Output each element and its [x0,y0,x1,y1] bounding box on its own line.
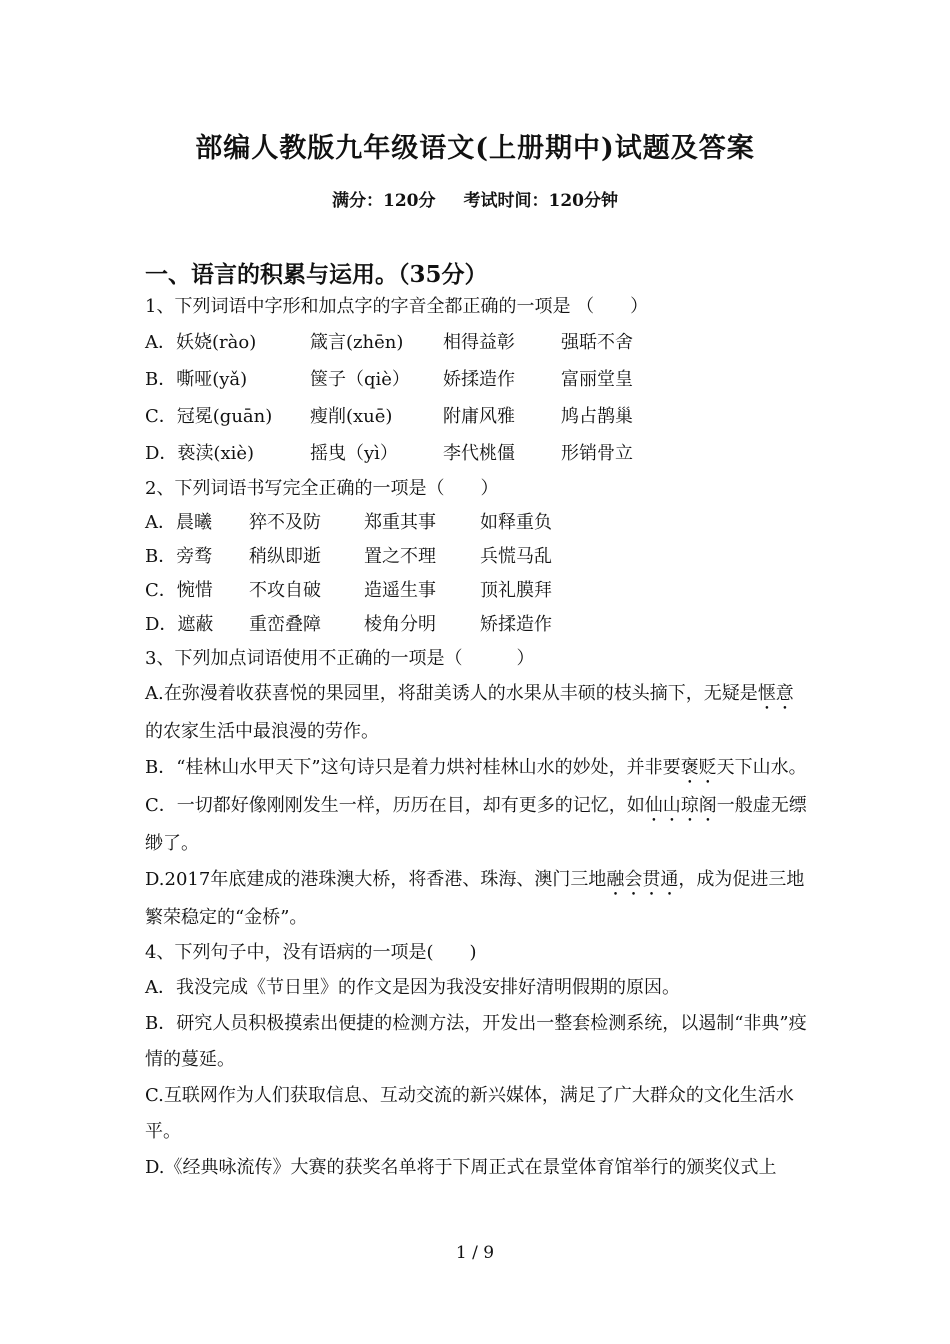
option-word: B．旁骛 [145,546,213,567]
full-score: 满分：120分 [332,191,436,211]
option-word: 瘦削(xuē) [310,406,393,427]
exam-info [0,186,950,211]
document-title: 部编人教版九年级语文(上册期中)试题及答案 [195,133,755,164]
question-1-option-d [145,435,810,472]
option-word: D．亵渎(xiè) [145,443,255,464]
option-word: 鸠占鹊巢 [561,406,633,427]
question-4-stem: 4、下列句子中，没有语病的一项是( ) [145,942,477,963]
option-word: 箴言(zhēn) [310,332,404,353]
option-text: A.在弥漫着收获喜悦的果园里，将甜美诱人的水果从丰硕的枝头摘下，无疑是 [145,683,758,704]
question-3-option-b [145,750,810,788]
question-3-option-c [145,788,810,862]
question-2-option-a [145,506,810,540]
question-4-option-b: B．研究人员积极摸索出便捷的检测方法，开发出一整套检测系统，以遏制“非典”疫情的蔓延。 [145,1013,807,1070]
question-list [145,290,810,1186]
option-text: 的农家生活中最浪漫的劳作。 [145,721,379,742]
option-word: D．遮蔽 [145,614,214,635]
exam-time: 考试时间：120分钟 [463,191,618,211]
question-4-option-c: C.互联网作为人们获取信息、互动交流的新兴媒体，满足了广大群众的文化生活水平。 [145,1085,794,1142]
option-word: 稍纵即逝 [249,546,321,567]
question-1-option-c [145,398,810,435]
question-3-option-a [145,676,810,750]
dotted-word: 褒贬 [680,757,717,778]
option-word: 置之不理 [364,546,436,567]
option-word: 如释重负 [480,512,552,533]
question-1-option-a [145,324,810,361]
question-3-option-d [145,862,810,936]
option-word: 重峦叠障 [249,614,321,635]
question-1-option-b [145,361,810,398]
option-text: D.2017年底建成的港珠澳大桥，将香港、珠海、澳门三地 [145,869,607,890]
option-word: 矫揉造作 [480,614,552,635]
option-word: 箧子（qiè） [310,369,410,390]
dotted-word: 融会贯通 [606,869,679,890]
dotted-word: 仙山琼阁 [644,795,717,816]
question-2-stem: 2、下列词语书写完全正确的一项是（ ） [145,478,499,499]
option-word: 兵慌马乱 [480,546,552,567]
page-number: 1 / 9 [455,1243,495,1263]
option-word: C．冠冕(guān) [145,406,273,427]
section-heading: 一、语言的积累与运用。（35分） [145,261,488,288]
option-word: 相得益彰 [443,332,515,353]
option-text: 一般虚无缥缈了。 [145,795,807,854]
option-word: 摇曳（yì） [310,443,398,464]
option-word: B．嘶哑(yǎ) [145,369,248,390]
option-word: 棱角分明 [364,614,436,635]
option-word: 李代桃僵 [443,443,515,464]
option-word: C．惋惜 [145,580,213,601]
option-text: ，成为促进三地繁荣稳定的“金桥”。 [145,869,805,928]
option-word: 附庸风雅 [443,406,515,427]
option-word: A．妖娆(rào) [145,332,257,353]
option-word: 郑重其事 [364,512,436,533]
question-2-option-d [145,608,810,642]
option-word: 形销骨立 [561,443,633,464]
question-2-option-c [145,574,810,608]
dotted-word: 惬意 [757,683,794,704]
option-text: B．“桂林山水甲天下”这句诗只是着力烘衬桂林山水的妙处，并非要 [145,757,681,778]
question-1-stem: 1、下列词语中字形和加点字的字音全都正确的一项是 （ ） [145,296,649,317]
option-word: 强聒不舍 [561,332,633,353]
question-4-option-a: A．我没完成《节日里》的作文是因为我没安排好清明假期的原因。 [145,977,680,998]
option-word: 不攻自破 [249,580,321,601]
option-word: 造遥生事 [364,580,436,601]
option-word: 富丽堂皇 [561,369,633,390]
option-word: 顶礼膜拜 [480,580,552,601]
option-text: C．一切都好像刚刚发生一样，历历在目，却有更多的记忆，如 [145,795,645,816]
question-2-option-b [145,540,810,574]
question-3-stem: 3、下列加点词语使用不正确的一项是（ ） [145,648,535,669]
option-text: 天下山水。 [716,757,807,778]
option-word: 娇揉造作 [443,369,515,390]
option-word: A．晨曦 [145,512,212,533]
question-4-option-d: D.《经典咏流传》大赛的获奖名单将于下周正式在景堂体育馆举行的颁奖仪式上 [145,1157,777,1178]
option-word: 猝不及防 [249,512,321,533]
